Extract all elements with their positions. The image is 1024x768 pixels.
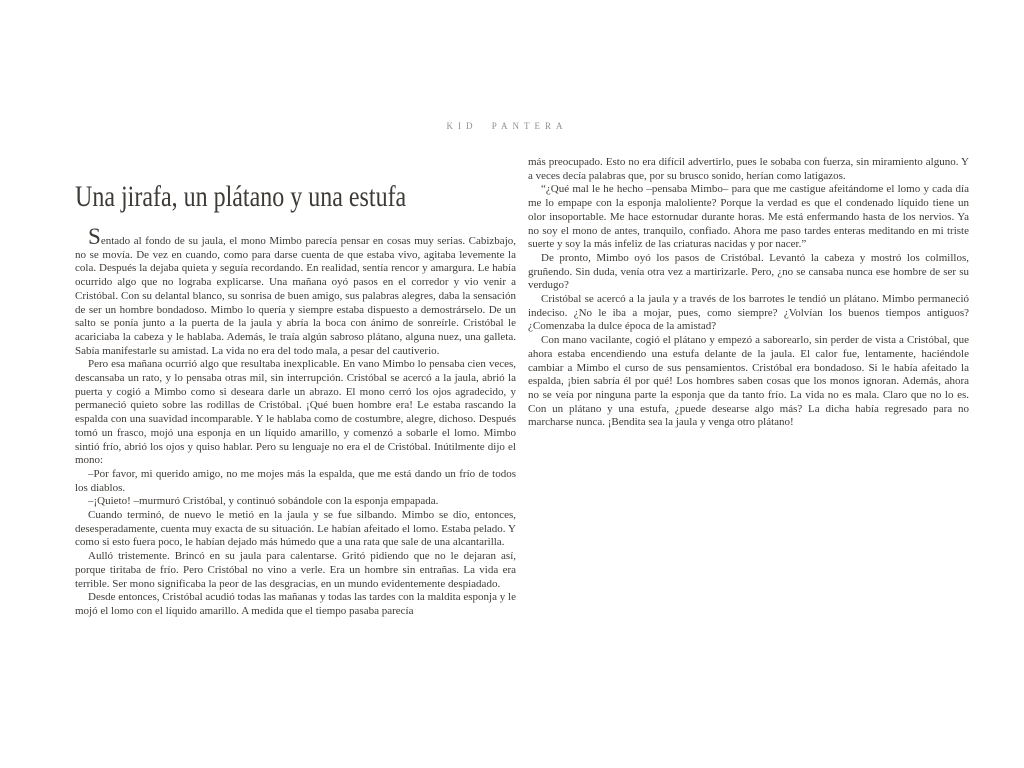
page-title: Una jirafa, un plátano y una estufa xyxy=(75,180,407,213)
paragraph: “¿Qué mal le he hecho –pensaba Mimbo– para que me castigue afeitándome el lomo y cada día me lo empape con la esponja maloliente? Porque la verdad es que el condenado líquido tiene un olor insoportable. Me hace estornudar durante horas. Me está enfermando hasta de los nervios. Ya no soy el mono de antes, tranquilo, confiado. Ahora me paso tardes enteras meditando en mi triste suerte y soy la más infeliz de las criaturas nacidas y por nacer.” xyxy=(528,183,969,251)
text-column-left xyxy=(75,178,516,619)
paragraph: Pero esa mañana ocurrió algo que resultaba inexplicable. En vano Mimbo lo pensaba cien veces, descansaba un rato, y lo pensaba otras mil, sin interrupción. Cristóbal se acercó a la jaula, abrió la puerta y cogió a Mimbo como si deseara darle un abrazo. El mono cerró los ojos agradecido, y permaneció quieto sobre las rodillas de Cristóbal. ¡Qué buen hombre era! Le estaba rascando la espalda con una suavidad incomparable. Y le hablaba como de costumbre, alegre, dichoso. Después tomó un frasco, mojó una esponja en un líquido amarillo, y comenzó a sobarle el lomo. Mimbo sintió frío, abrió los ojos y quiso hablar. Pero su lenguaje no era el de Cristóbal. Inútilmente dijo el mono: xyxy=(75,358,516,467)
paragraph: Con mano vacilante, cogió el plátano y empezó a saborearlo, sin perder de vista a Cristóbal, que ahora estaba encendiendo una estufa delante de la jaula. El calor fue, lentamente, haciéndole cambiar a Mimbo el curso de sus pensamientos. Cristóbal era bondadoso. Si le había afeitado la espalda, ¡bien sabría él por qué! Los hombres saben cosas que los monos ignoran. Además, ahora no se veía por ninguna parte la esponja que da tanto frío. La vida no es mala. Claro que no lo es. Con un plátano y una estufa, ¿puede desearse algo más? La dicha había regresado para no marcharse nunca. ¡Bendita sea la jaula y venga otro plátano! xyxy=(528,334,969,429)
story-text-right xyxy=(528,156,969,430)
paragraph: –Por favor, mi querido amigo, no me mojes más la espalda, que me está dando un frío de todos los diablos. xyxy=(75,467,516,494)
paragraph: Desde entonces, Cristóbal acudió todas las mañanas y todas las tardes con la maldita esponja y le mojó el lomo con el líquido amarillo. A medida que el tiempo pasaba parecía xyxy=(75,591,516,617)
paragraph: Cristóbal se acercó a la jaula y a través de los barrotes le tendió un plátano. Mimbo permaneció indeciso. ¿No le iba a mojar, pues, como siempre? ¿Volvían los buenos tiempos antiguos? ¿Comenzaba la dulce época de la amistad? xyxy=(528,293,969,333)
text-column-right xyxy=(528,156,969,430)
paragraph: más preocupado. Esto no era difícil advertirlo, pues le sobaba con fuerza, sin miramiento alguno. Y a veces decía palabras que, por su brusco sonido, herían como latigazos. xyxy=(528,156,969,182)
paragraph: Sentado al fondo de su jaula, el mono Mimbo parecía pensar en cosas muy serias. Cabizbajo, no se movía. De vez en cuando, como para darse cuenta de que estaba vivo, agitaba levemente la cola. Después la dejaba quieta y seguía recordando. En realidad, sentía rencor y amargura. Le había ocurrido algo que no lograba explicarse. Una mañana oyó pasos en el corredor y vio venir a Cristóbal. Con su delantal blanco, su sonrisa de buen amigo, sus palabras alegres, daba la sensación de ser un hombre bondadoso. Mimbo lo quería y siempre estaba dispuesto a demostrárselo. De un salto se ponía junto a la puerta de la jaula y abría la boca con ánimo de sonreírle. Cristóbal le acariciaba la cabeza y le hablaba. Además, le traía algún sabroso plátano, alguna nuez, una galleta. Sabía manifestarle su amistad. La vida no era del todo mala, a pesar del cautiverio. xyxy=(75,223,516,357)
running-header: KID PANTERA xyxy=(446,121,568,131)
paragraph: Aulló tristemente. Brincó en su jaula para calentarse. Gritó pidiendo que no le dejaran así, porque tiritaba de frío. Pero Cristóbal no vino a verle. Era un hombre sin entrañas. La vida era terrible. Ser mono significaba la peor de las desgracias, en un mundo evidentemente despiadado. xyxy=(75,550,516,590)
paragraph: De pronto, Mimbo oyó los pasos de Cristóbal. Levantó la cabeza y mostró los colmillos, gruñendo. Sin duda, venía otra vez a martirizarle. Pero, ¿no se cansaba nunca ese hombre de ser su verdugo? xyxy=(528,251,969,292)
story-text-left xyxy=(75,223,516,619)
paragraph: Cuando terminó, de nuevo le metió en la jaula y se fue silbando. Mimbo se dio, entonces, desesperadamente, cuenta muy exacta de su situación. Le habían afeitado el lomo. Estaba pelado. Y como si esto fuera poco, le habían dejado más húmedo que a una rata que sale de una alcantarilla. xyxy=(75,509,516,549)
paragraph: –¡Quieto! –murmuró Cristóbal, y continuó sobándole con la esponja empapada. xyxy=(88,495,439,508)
